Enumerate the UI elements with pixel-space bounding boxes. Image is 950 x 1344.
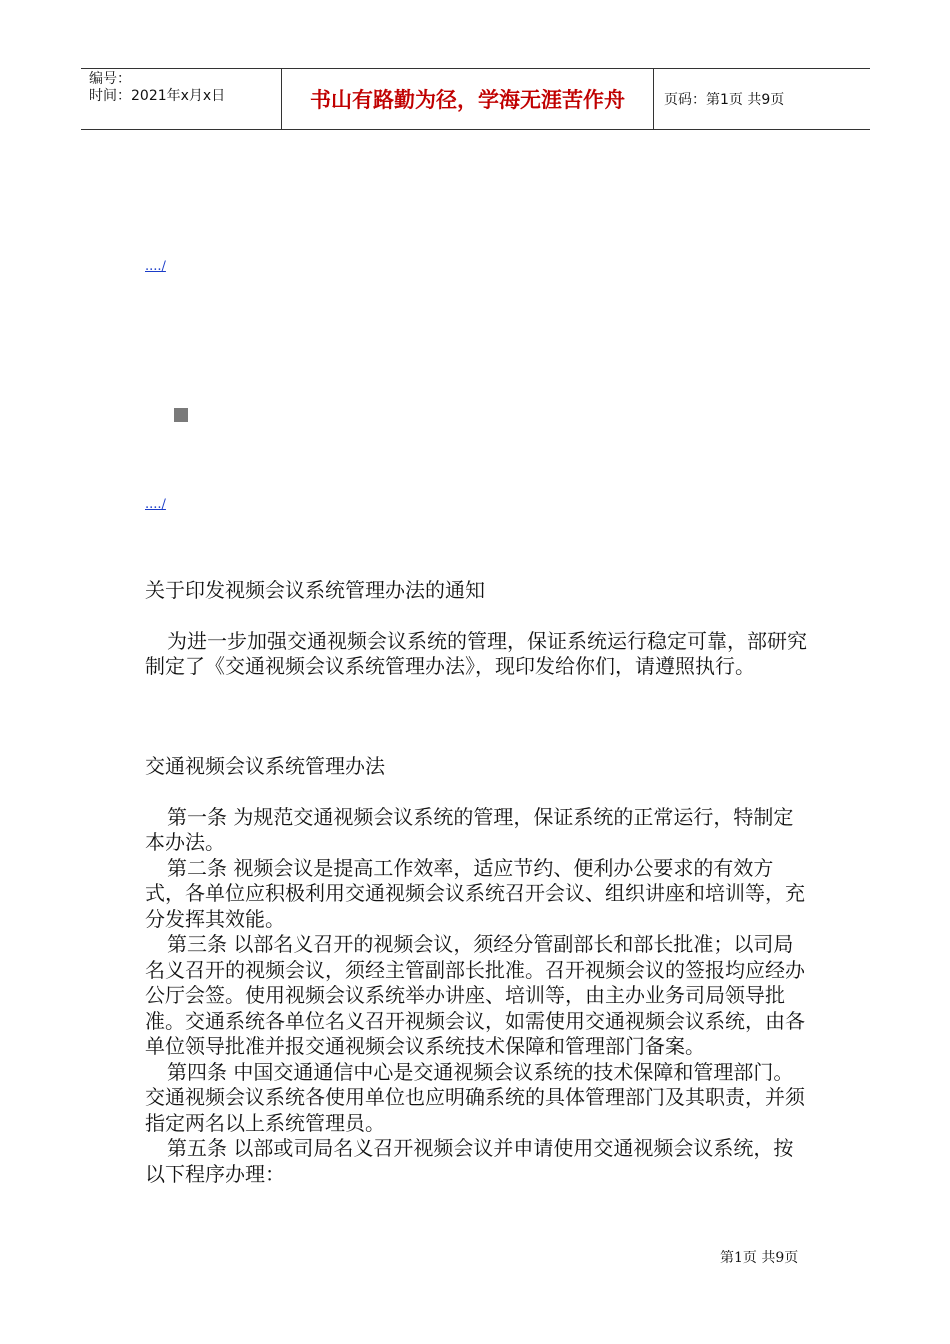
time-label: 时间：2021年x月x日 [89,88,226,104]
image-placeholder-icon [174,408,188,422]
notice-body: 为进一步加强交通视频会议系统的管理，保证系统运行稳定可靠，部研究制定了《交通视频会议系统管理办法》，现印发给你们，请遵照执行。 [145,628,807,678]
rules-title: 交通视频会议系统管理办法 [145,754,385,778]
header-motto-cell [281,69,654,129]
page-header [81,68,870,130]
notice-section [145,578,810,680]
article-paragraph: 第三条 以部名义召开的视频会议，须经分管副部长和部长批准；以司局名义召开的视频会议，须经主管副部长批准。召开视频会议的签报均应经办公厅会签。使用视频会议系统举办讲座、培训等，由主办业务司局领导批准。交通系统各单位名义召开视频会议，如需使用交通视频会议系统，由各单位领导批准并报交通视频会议系统技术保障和管理部门备案。 [145,932,805,1058]
page-footer: 第1页 共9页 [720,1250,799,1266]
article-paragraph: 第一条 为规范交通视频会议系统的管理，保证系统的正常运行，特制定本办法。 [145,804,794,854]
rules-section [145,754,810,1187]
header-page-info [654,69,870,129]
number-label: 编号： [89,71,131,87]
document-link-1[interactable]: ..../ [145,259,166,274]
notice-title: 关于印发视频会议系统管理办法的通知 [145,578,485,602]
motto-text: 书山有路勤为径，学海无涯苦作舟 [310,88,625,112]
document-link-2[interactable]: ..../ [145,497,166,512]
article-paragraph: 第二条 视频会议是提高工作效率，适应节约、便利办公要求的有效方式，各单位应积极利用交通视频会议系统召开会议、组织讲座和培训等，充分发挥其效能。 [145,855,805,931]
article-paragraph: 第四条 中国交通通信中心是交通视频会议系统的技术保障和管理部门。交通视频会议系统各使用单位也应明确系统的具体管理部门及其职责，并须指定两名以上系统管理员。 [145,1059,805,1135]
article-paragraph: 第五条 以部或司局名义召开视频会议并申请使用交通视频会议系统，按以下程序办理： [145,1136,794,1186]
page-info-text: 页码：第1页 共9页 [664,92,785,108]
header-meta [81,69,281,131]
articles-list [145,805,810,1188]
